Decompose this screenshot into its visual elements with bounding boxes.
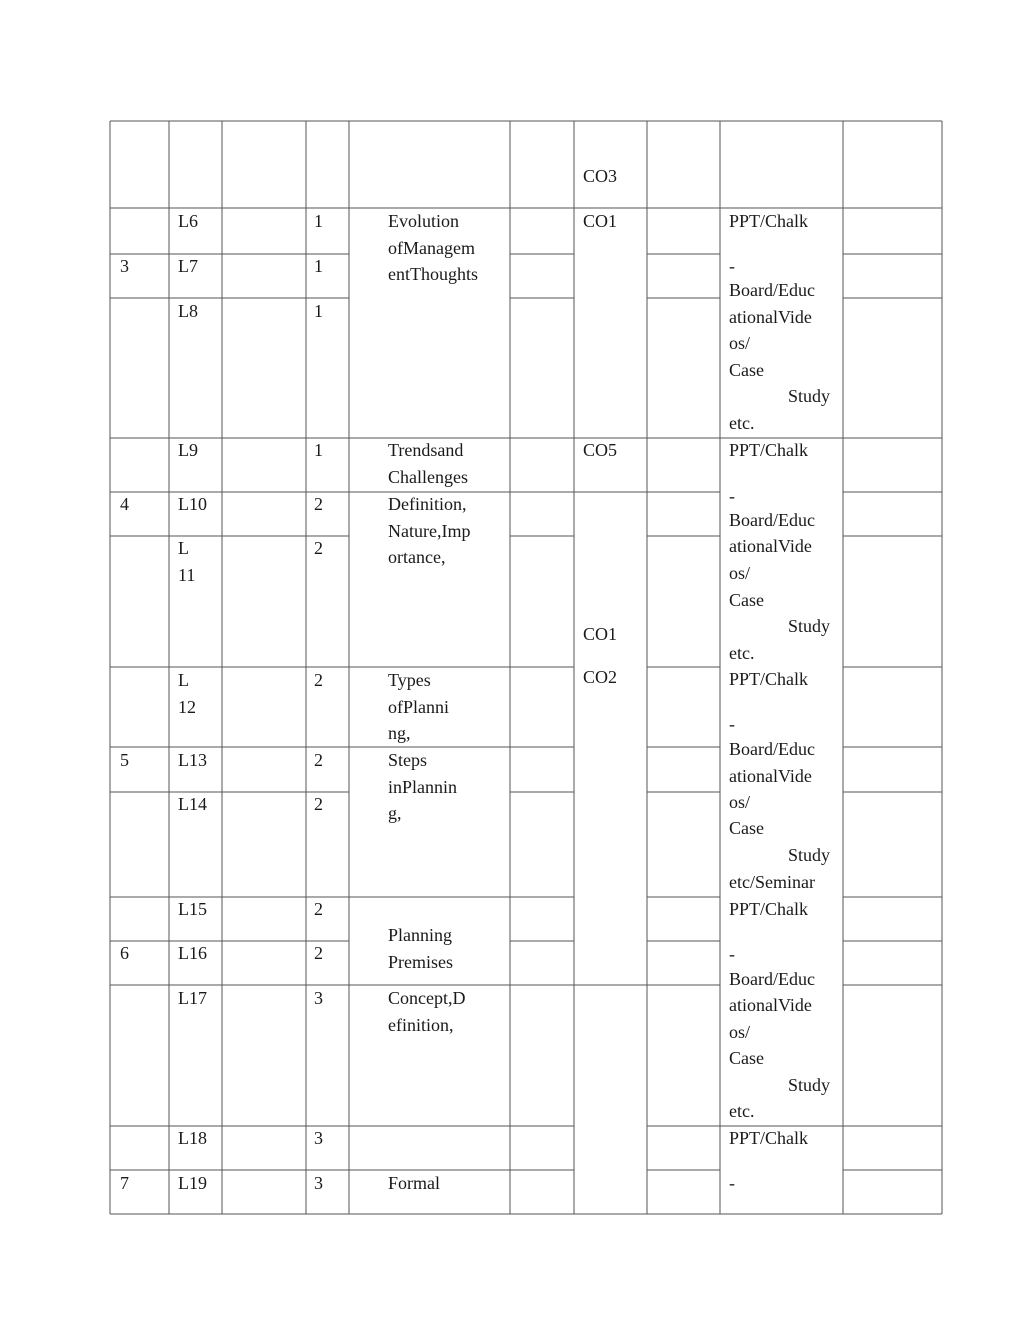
- lecture-code: L 12: [178, 670, 196, 717]
- method-ppt: PPT/Chalk: [729, 211, 809, 231]
- method-case: Case: [729, 590, 764, 610]
- method-case: Case: [729, 1048, 764, 1068]
- method-dash: -: [729, 1173, 735, 1193]
- unit-number: 4: [120, 494, 129, 514]
- method-av: ationalVide: [729, 536, 812, 556]
- lecture-code: L10: [178, 494, 207, 514]
- hours-value: 3: [314, 1128, 323, 1148]
- method-case: Case: [729, 818, 764, 838]
- topic-text: Steps inPlannin g,: [388, 750, 458, 823]
- lecture-code: L8: [178, 301, 198, 321]
- lecture-code: L18: [178, 1128, 207, 1148]
- method-board: Board/Educ: [729, 739, 815, 759]
- method-dash: -: [729, 714, 735, 734]
- hours-value: 2: [314, 538, 323, 558]
- method-os: os/: [729, 333, 751, 353]
- hours-value: 1: [314, 256, 323, 276]
- hours-value: 2: [314, 943, 323, 963]
- method-study: Study: [788, 845, 831, 865]
- hours-value: 1: [314, 301, 323, 321]
- method-dash: -: [729, 256, 735, 276]
- unit-number: 3: [120, 256, 129, 276]
- method-study: Study: [788, 616, 831, 636]
- lecture-code: L16: [178, 943, 207, 963]
- hours-value: 1: [314, 211, 323, 231]
- method-etc: etc.: [729, 643, 755, 663]
- hours-value: 2: [314, 670, 323, 690]
- lecture-code: L14: [178, 794, 207, 814]
- method-av: ationalVide: [729, 995, 812, 1015]
- method-av: ationalVide: [729, 307, 812, 327]
- hours-value: 3: [314, 1173, 323, 1193]
- unit-number: 7: [120, 1173, 129, 1193]
- method-av: ationalVide: [729, 766, 812, 786]
- method-dash: -: [729, 486, 735, 506]
- topic-text: Trendsand Challenges: [388, 440, 468, 487]
- unit-number: 5: [120, 750, 129, 770]
- hours-value: 2: [314, 794, 323, 814]
- method-ppt: PPT/Chalk: [729, 1128, 809, 1148]
- method-os: os/: [729, 563, 751, 583]
- course-outcome: CO5: [583, 440, 618, 460]
- hours-value: 2: [314, 750, 323, 770]
- unit-number: 6: [120, 943, 129, 963]
- method-study: Study: [788, 386, 831, 406]
- method-etc: etc.: [729, 413, 755, 433]
- hours-value: 1: [314, 440, 323, 460]
- method-etc: etc/Seminar: [729, 872, 815, 892]
- course-outcome: CO1: [583, 624, 618, 644]
- hours-value: 2: [314, 494, 323, 514]
- topic-text: Formal: [388, 1173, 440, 1193]
- topic-text: Concept,D efinition,: [388, 988, 466, 1035]
- lecture-code: L6: [178, 211, 198, 231]
- method-study: Study: [788, 1075, 831, 1095]
- hours-value: 3: [314, 988, 323, 1008]
- topic-text: Types ofPlanni ng,: [388, 670, 449, 743]
- method-ppt: PPT/Chalk: [729, 440, 809, 460]
- lecture-code: L15: [178, 899, 207, 919]
- method-case: Case: [729, 360, 764, 380]
- method-os: os/: [729, 792, 751, 812]
- header-co-cell: CO3: [583, 166, 618, 186]
- method-etc: etc.: [729, 1101, 755, 1121]
- method-os: os/: [729, 1022, 751, 1042]
- method-ppt: PPT/Chalk: [729, 669, 809, 689]
- lecture-code: L13: [178, 750, 207, 770]
- method-board: Board/Educ: [729, 510, 815, 530]
- method-dash: -: [729, 944, 735, 964]
- method-ppt: PPT/Chalk: [729, 899, 809, 919]
- method-board: Board/Educ: [729, 280, 815, 300]
- topic-text: Evolution ofManagem entThoughts: [388, 211, 478, 284]
- lecture-code: L9: [178, 440, 198, 460]
- method-board: Board/Educ: [729, 969, 815, 989]
- lecture-code: L 11: [178, 538, 196, 585]
- topic-text: Planning Premises: [388, 925, 453, 972]
- course-outcome: CO2: [583, 667, 618, 687]
- topic-text: Definition, Nature,Imp ortance,: [388, 494, 471, 567]
- course-outcome: CO1: [583, 211, 618, 231]
- lecture-code: L17: [178, 988, 207, 1008]
- hours-value: 2: [314, 899, 323, 919]
- lecture-code: L19: [178, 1173, 207, 1193]
- lecture-code: L7: [178, 256, 198, 276]
